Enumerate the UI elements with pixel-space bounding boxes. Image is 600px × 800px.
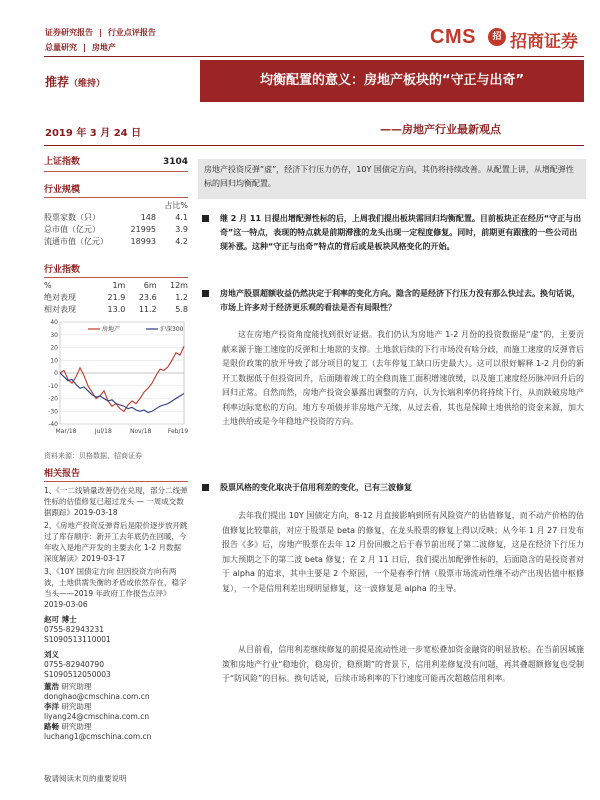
scale-title: 行业规模 xyxy=(44,185,81,195)
scale-row-pct: 4.1 xyxy=(175,213,188,222)
perf-row-12m: 1.2 xyxy=(175,293,188,302)
table-row xyxy=(44,236,188,248)
perf-header-12m: 12m xyxy=(170,281,188,290)
scale-row-value: 148 xyxy=(140,213,156,222)
perf-row-name: 绝对表现 xyxy=(44,293,76,302)
chart-y-tick-label: 10 xyxy=(50,357,58,365)
scale-row-name: 流通市值（亿元） xyxy=(44,237,108,246)
summary-box: 房地产投资反弹“虚”，经济下行压力仍存，10Y 国债定方向，其仍将持续改善。从配置上讲，从增配弹性标的回归均衡配置。 xyxy=(198,159,586,199)
chart-y-ticks xyxy=(48,319,58,428)
perf-header-1m: 1m xyxy=(112,281,126,290)
bullet-square-icon xyxy=(202,215,209,222)
perf-row-1m: 21.9 xyxy=(107,293,126,302)
key-point xyxy=(202,287,584,315)
header-divider xyxy=(44,56,584,57)
chart-y-tick-label: -10 xyxy=(48,382,58,390)
contact-name xyxy=(44,650,188,660)
table-row xyxy=(44,212,188,224)
contact-email[interactable]: luchang1@cmschina.com.cn xyxy=(44,732,152,741)
key-point-text: 房地产股票超额收益仍然决定于利率的变化方向。隐含的是经济下行压力没有那么快过去。换句话说，市场上许多对于经济更乐观的看法是否有局限性？ xyxy=(220,289,580,312)
perf-row-6m: 11.2 xyxy=(138,305,157,314)
chart-y-tick-label: 0 xyxy=(54,370,58,377)
footer-disclaimer: 敬请阅读末页的重要说明 xyxy=(44,774,127,783)
contact-license: S1090513110001 xyxy=(44,635,111,644)
chart-series-line xyxy=(60,346,184,411)
scale-row-pct: 4.2 xyxy=(175,237,188,246)
body-paragraph: 从目前看，信用利差继续修复的前提是流动性进一步宽松叠加资金融资的明显放松。在当前因城施策和房地产行业“稳地价，稳房价，稳预期”的背景下，信用利差修复没有问题，再其叠超额修复也受制于“防风险”的目标。换句话说，后续市场利率的下行速度可能再次超越信用利率。 xyxy=(222,645,584,683)
sidebar-index xyxy=(44,156,188,172)
chart-source: 资料来源：贝格数据、招商证券 xyxy=(44,452,142,460)
perf-row-1m: 13.0 xyxy=(107,305,126,314)
rating-label xyxy=(45,73,105,90)
report-date: 2019 年 3 月 24 日 xyxy=(45,128,142,139)
contact-role: 研究助理 xyxy=(61,722,92,731)
chart-y-tick-label: 30 xyxy=(50,331,58,339)
chart-y-tick-label: -40 xyxy=(48,421,58,428)
chart-x-tick-label: Mar/18 xyxy=(55,428,77,435)
contact-phone: 0755-82940790 xyxy=(44,660,104,669)
sidebar-rule xyxy=(44,481,188,482)
header-separator: | xyxy=(99,28,102,37)
chart-y-tick-label: 40 xyxy=(50,319,58,326)
contact-name-text: 赵可 博士 xyxy=(44,615,77,624)
key-point-text: 股票风格的变化取决于信用利差的变化，已有三波修复 xyxy=(220,483,412,492)
body-paragraph: 这在房地产投资角度能找到很好证据。我们仍认为房地产 1-2 月份的投资数据是“虚”的，主要贡献来源于施工速度的反弹和土地款的支撑。土地款后续的下行市场没有啥分歧，而施工速度的反弹背后是限价政策的放开导致了部分项目的复工（去年停复工缺口历史最大）。这可以很好解释 1-2 月份的新开工数据低于但投资回升，后面随着竣工的全稳而施工面积增速放缓，以及施工速度经历脉冲回升后的回归正常。自然而然，房地产投资会暴露出调整的方向，认为长端利率仍将持续下行，从而跌破房地产利率边际宽松的方向。地方专项债并非房地产无缘，从过去看，其也是保障土地供给的资金来源，加大土地供给或是今年稳地产投资的方向。 xyxy=(222,330,584,426)
rating-value: 推荐 xyxy=(45,75,70,89)
body-paragraph: 去年我们提出 10Y 国债定方向，8-12 月直接影响到所有风险资产的估值修复，而不动产价格的估值修复比较靠前，对应于股票是 beta 的修复，在龙头股票的修复上得以反映；从今年 1 月 27 日发布报告《多》后，房地产股票在去年 12 月份回撤之后于春节前出现了第二波修复，这是在经济下行压力加大预期之下的第二波 beta 修复；在 2 月 11 日后，我们提出加配弹性标的，后面隐含的是投资者对于 alpha 的追求，其中主要是 2 个原因，一个是春季行情（股票市场流动性继不动产出现估值中枢修复），一个是信用利差出现明显修复，这一波修复是 alpha 的主导。 xyxy=(222,511,584,593)
chart-lines xyxy=(60,346,184,412)
contact-name-text: 董浩 xyxy=(44,682,59,691)
header-report-subtype: 行业点评报告 xyxy=(107,28,156,37)
logo-cms-text: CMS xyxy=(430,26,476,48)
key-point xyxy=(202,481,584,495)
perf-row-12m: 5.8 xyxy=(175,305,188,314)
perf-header-unit: % xyxy=(44,281,52,290)
related-report-item[interactable]: 1、《一二线销量改善仍在兑现，部分二线弹性标的估值修复已超过龙头 — 一周成交数据跟踪》2019-03-18 xyxy=(44,486,188,517)
chart-x-tick-label: Jul/18 xyxy=(94,428,112,435)
chart-grid xyxy=(60,322,184,424)
key-point-text: 继 2 月 11 日提出增配弹性标的后，上周我们提出板块需回归均衡配置。目前板块正在经历“守正与出奇”这一特点，表现的特点就是前期滞涨的龙头出现一定程度修复。同时，前期更有跟涨的一些公司出现补涨。这种“守正与出奇”特点的背后或是板块风格变化的开始。 xyxy=(220,214,582,251)
contact-name xyxy=(44,615,188,625)
logo-chinese-name: 招商证券 xyxy=(510,32,578,52)
contact-name-text: 路畅 xyxy=(44,722,59,731)
related-reports xyxy=(44,466,188,612)
scale-header-pct: 占比% xyxy=(164,201,188,210)
scale-row-value: 18993 xyxy=(130,237,156,246)
contact-phone: 0755-82943231 xyxy=(44,625,104,634)
contact-license: S1090512050003 xyxy=(44,670,111,679)
perf-title: 行业指数 xyxy=(44,265,81,275)
chart-x-tick-label: Feb/19 xyxy=(167,428,189,435)
sidebar-rule xyxy=(44,171,188,172)
scale-row-value: 21995 xyxy=(130,225,156,234)
chart-x-tick-label: Nov/18 xyxy=(129,428,152,435)
key-point xyxy=(202,212,584,254)
contact-email[interactable]: donghao@cmschina.com.cn xyxy=(44,692,150,701)
contact-email[interactable]: liyang24@cmschina.com.cn xyxy=(44,712,150,721)
contact-name-text: 刘义 xyxy=(44,650,59,659)
contact-role: 研究助理 xyxy=(61,702,92,711)
index-label: 上证指数 xyxy=(44,157,81,167)
chart-y-tick-label: -30 xyxy=(48,408,58,416)
logo-badge-icon: 招 xyxy=(488,28,506,46)
index-value: 3104 xyxy=(162,157,188,167)
related-title: 相关报告 xyxy=(44,469,81,479)
header-research-category: 总量研究 xyxy=(45,43,77,52)
bullet-square-icon xyxy=(202,484,209,491)
scale-row-pct: 3.9 xyxy=(175,225,188,234)
perf-row-6m: 23.6 xyxy=(138,293,157,302)
report-title: 均衡配置的意义：房地产板块的“守正与出奇” xyxy=(200,60,584,102)
report-subtitle: ——房地产行业最新观点 xyxy=(380,123,501,136)
company-logo xyxy=(430,26,580,50)
related-report-item[interactable]: 2、《房地产投资反弹背后是限价逐步放开跳过了库存顺序：新开工去年底仍在回暖，今年收入是地产开发的主要去化 1-2 月数据深度解读》2019-03-17 xyxy=(44,521,188,563)
subtitle-divider xyxy=(44,145,584,146)
chart-legend-label: 房地产 xyxy=(102,326,121,333)
header-separator: | xyxy=(83,43,86,52)
table-row xyxy=(44,224,188,236)
scale-row-name: 总市值（亿元） xyxy=(44,225,100,234)
header-industry: 房地产 xyxy=(91,43,116,52)
analyst-contacts xyxy=(44,615,188,742)
chart-legend xyxy=(88,325,184,333)
contact-role: 研究助理 xyxy=(61,682,92,691)
contact-name-text: 李洋 xyxy=(44,702,59,711)
scale-row-name: 股票家数（只） xyxy=(44,213,100,222)
performance-chart xyxy=(44,312,190,448)
chart-series-line xyxy=(60,373,184,413)
sidebar-rule xyxy=(44,277,188,278)
chart-legend-label: 沪深300 xyxy=(160,326,184,333)
header-report-category: 证券研究报告 xyxy=(45,28,93,37)
sidebar-rule xyxy=(44,197,188,198)
related-report-item[interactable]: 3、《10Y 国债定方向 但因投资方向有两波，土地供需失衡的矛盾或依然存在，稳字当头——2019 年政府工作报告点评》2019-03-06 xyxy=(44,567,187,609)
rating-sub: （维持） xyxy=(69,79,106,89)
chart-x-ticks xyxy=(56,428,189,435)
perf-row-name: 相对表现 xyxy=(44,305,76,314)
header-report-type xyxy=(45,27,156,38)
perf-header-6m: 6m xyxy=(143,281,157,290)
sidebar-scale xyxy=(44,182,188,248)
header-research-type xyxy=(45,42,116,53)
table-row xyxy=(44,292,188,304)
bullet-square-icon xyxy=(202,290,209,297)
sidebar-performance xyxy=(44,262,188,316)
chart-y-tick-label: -20 xyxy=(48,395,58,403)
chart-y-tick-label: 20 xyxy=(50,344,58,352)
